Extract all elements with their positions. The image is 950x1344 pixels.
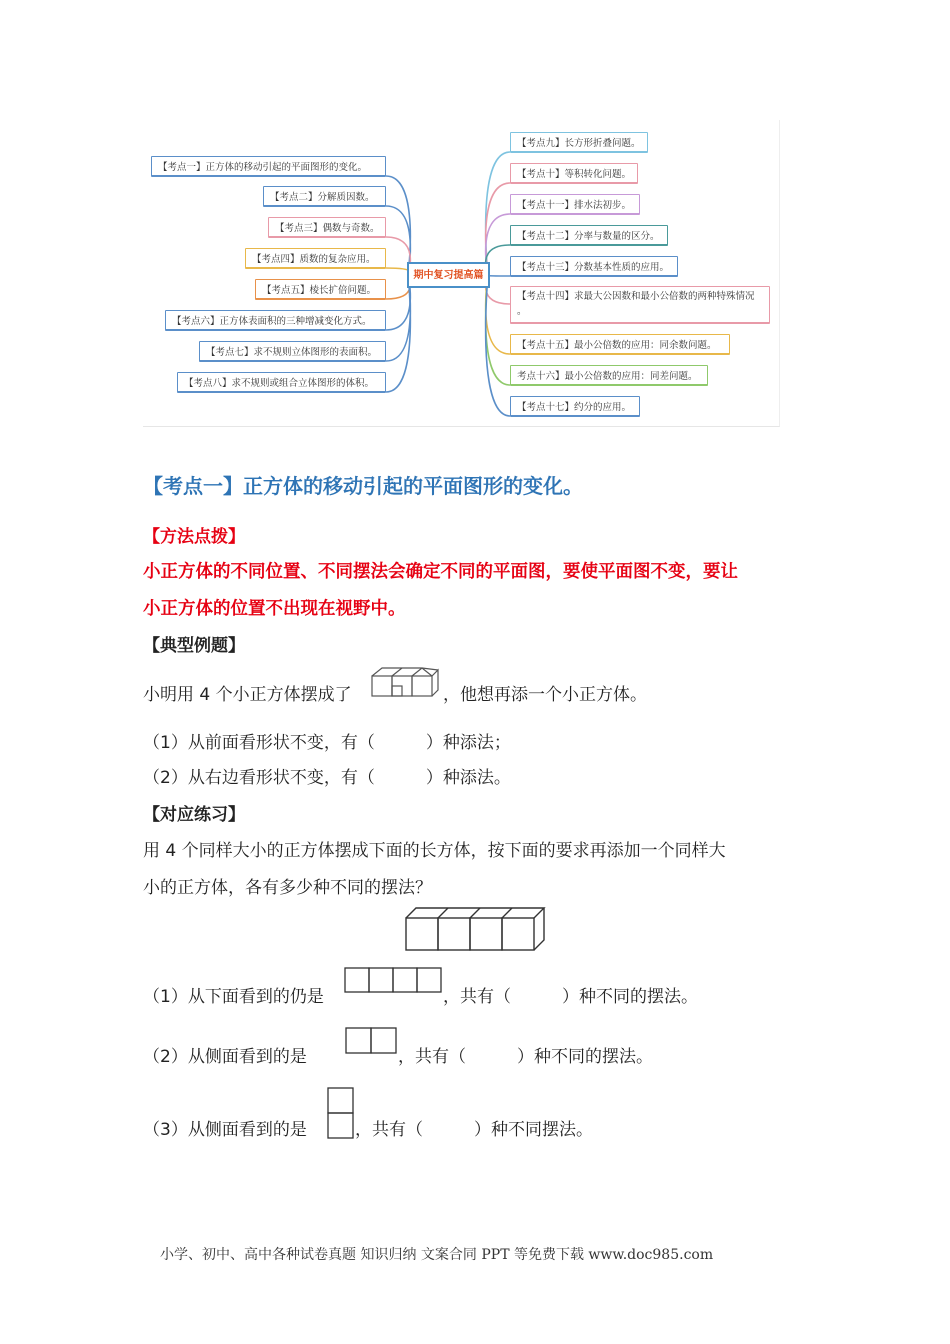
example-label: 【典型例题】 bbox=[143, 636, 245, 656]
mind-map-node-right: 【考点十五】最小公倍数的应用：同余数问题。 bbox=[510, 334, 730, 355]
mind-map-node-left: 【考点八】求不规则或组合立体图形的体积。 bbox=[177, 372, 386, 393]
example-question-2: （2）从右边看形状不变，有（ ）种添法。 bbox=[143, 768, 511, 788]
mind-map-node-right bbox=[510, 286, 770, 324]
practice-question-3-before: （3）从侧面看到的是 bbox=[143, 1120, 307, 1140]
mind-map-node-text-continued: 。 bbox=[517, 306, 527, 317]
mind-map-node-left: 【考点三】偶数与奇数。 bbox=[268, 217, 386, 238]
example-stem-after: ，他想再添一个小正方体。 bbox=[443, 685, 647, 705]
practice-stem-1: 用 4 个同样大小的正方体摆成下面的长方体，按下面的要求再添加一个同样大 bbox=[143, 841, 726, 861]
method-line-1: 小正方体的不同位置、不同摆法会确定不同的平面图，要使平面图不变，要让 bbox=[143, 562, 738, 582]
mind-map-node-left: 【考点五】棱长扩倍问题。 bbox=[255, 279, 386, 300]
practice-label: 【对应练习】 bbox=[143, 805, 245, 825]
side-view-figure-vertical bbox=[327, 1087, 354, 1139]
section-heading: 【考点一】正方体的移动引起的平面图形的变化。 bbox=[143, 474, 583, 498]
mind-map-node-left: 【考点六】正方体表面积的三种增减变化方式。 bbox=[165, 310, 386, 331]
example-stem-before: 小明用 4 个小正方体摆成了 bbox=[143, 685, 352, 705]
mind-map-node-left: 【考点一】正方体的移动引起的平面图形的变化。 bbox=[151, 156, 386, 177]
mind-map-node-left: 【考点二】分解质因数。 bbox=[263, 186, 386, 207]
practice-question-1-after: ，共有（ ）种不同的摆法。 bbox=[443, 987, 698, 1007]
cuboid-figure bbox=[404, 906, 548, 952]
mind-map-node-left: 【考点七】求不规则立体图形的表面积。 bbox=[199, 341, 386, 362]
practice-question-1-before: （1）从下面看到的仍是 bbox=[143, 987, 324, 1007]
mind-map-node-right: 考点十六】最小公倍数的应用：同差问题。 bbox=[510, 365, 708, 386]
mind-map-connector bbox=[386, 176, 410, 275]
four-cube-figure bbox=[370, 664, 440, 700]
bottom-view-figure bbox=[344, 967, 444, 993]
mind-map-connector bbox=[486, 275, 510, 385]
practice-question-2-before: （2）从侧面看到的是 bbox=[143, 1047, 307, 1067]
mind-map-node-right: 【考点十一】排水法初步。 bbox=[510, 194, 640, 215]
practice-question-3-after: ，共有（ ）种不同摆法。 bbox=[355, 1120, 593, 1140]
method-line-2: 小正方体的位置不出现在视野中。 bbox=[143, 599, 406, 619]
mind-map-node-right: 【考点十七】约分的应用。 bbox=[510, 396, 640, 417]
mind-map-center: 期中复习提高篇 bbox=[407, 262, 490, 288]
method-label: 【方法点拨】 bbox=[143, 527, 245, 547]
side-view-figure-horizontal bbox=[345, 1027, 397, 1054]
practice-question-2-after: ，共有（ ）种不同的摆法。 bbox=[398, 1047, 653, 1067]
page-footer: 小学、初中、高中各种试卷真题 知识归纳 文案合同 PPT 等免费下载 www.doc985.com bbox=[160, 1247, 714, 1263]
example-question-1: （1）从前面看形状不变，有（ ）种添法； bbox=[143, 733, 511, 753]
mind-map-node-text: 【考点十四】求最大公因数和最小公倍数的两种特殊情况 bbox=[517, 291, 755, 302]
practice-stem-2: 小的正方体，各有多少种不同的摆法？ bbox=[143, 878, 432, 898]
mind-map-node-left: 【考点四】质数的复杂应用。 bbox=[245, 248, 386, 269]
mind-map bbox=[143, 120, 780, 427]
mind-map-node-right: 【考点十二】分率与数量的区分。 bbox=[510, 225, 668, 246]
mind-map-node-right: 【考点九】长方形折叠问题。 bbox=[510, 132, 648, 153]
mind-map-node-right: 【考点十】等积转化问题。 bbox=[510, 163, 638, 184]
mind-map-node-right: 【考点十三】分数基本性质的应用。 bbox=[510, 256, 678, 277]
